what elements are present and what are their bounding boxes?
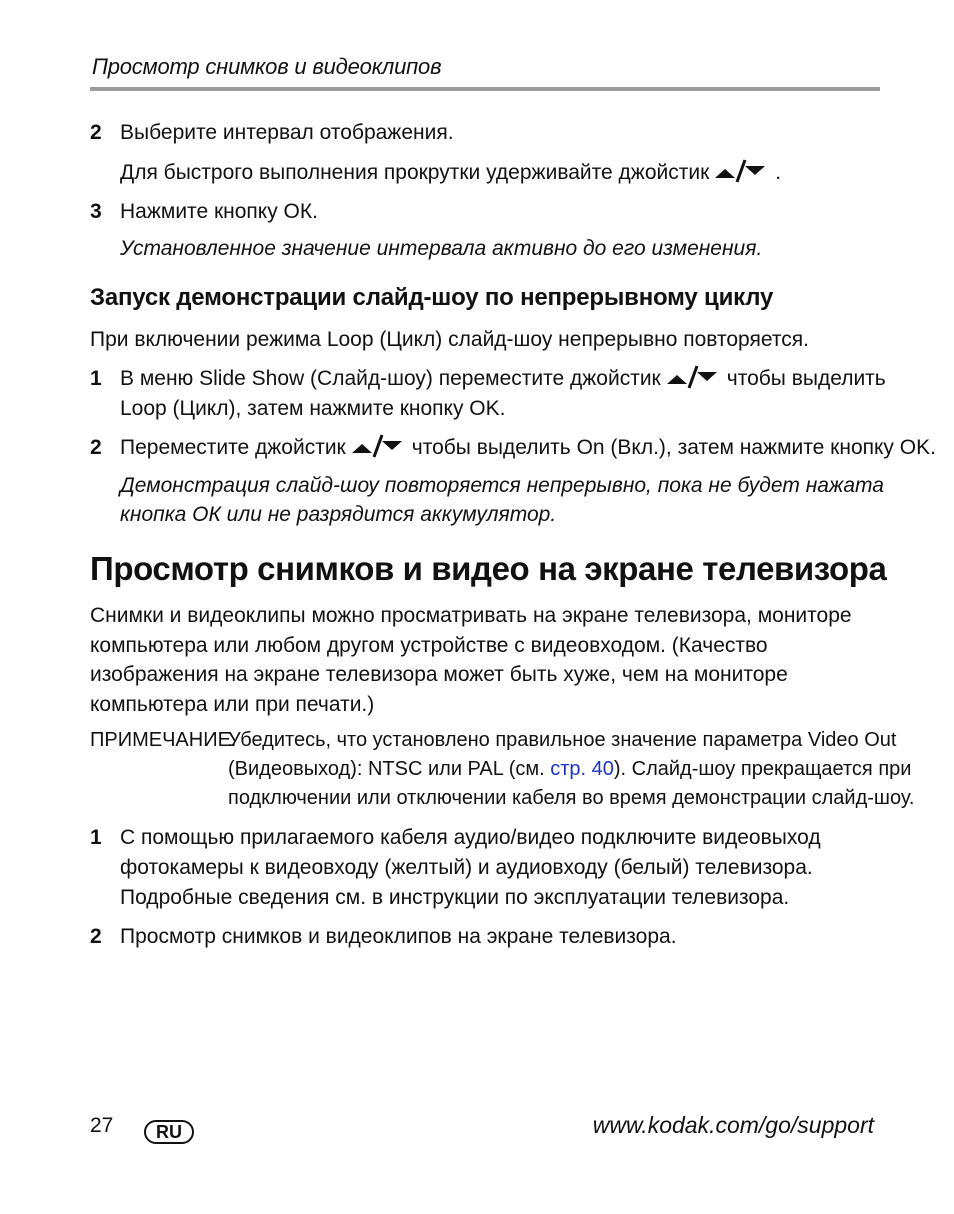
- tv-intro-line: компьютера или любом другом устройстве с видеовходом. (Качество: [90, 633, 768, 657]
- scroll-hint-text: Для быстрого выполнения прокрутки удерживайте джойстик: [120, 161, 710, 184]
- loop-intro: При включении режима Loop (Цикл) слайд-шоу непрерывно повторяется.: [90, 328, 809, 351]
- language-badge: RU: [144, 1120, 194, 1144]
- joystick-up-down-icon: [665, 364, 723, 390]
- tv-intro: [90, 601, 852, 719]
- scroll-hint: [120, 158, 781, 188]
- step-text: Нажмите кнопку ОК.: [120, 200, 318, 223]
- section-heading-loop: Запуск демонстрации слайд-шоу по непрерывному циклу: [90, 284, 774, 311]
- loop-result-line: кнопка ОК или не разрядится аккумулятор.: [120, 503, 557, 526]
- page-40-link[interactable]: стр. 40: [550, 758, 614, 780]
- note-label: ПРИМЕЧАНИЕ.: [90, 729, 237, 751]
- step-text-line: Подробные сведения см. в инструкции по эксплуатации телевизора.: [120, 886, 790, 909]
- note-line-1: Убедитесь, что установлено правильное значение параметра Video Out: [228, 729, 897, 751]
- joystick-up-down-icon: [350, 433, 408, 459]
- step-text-end: чтобы выделить On (Вкл.), затем нажмите кнопку OK.: [411, 436, 936, 459]
- tv-intro-line: Снимки и видеоклипы можно просматривать на экране телевизора, мониторе: [90, 604, 852, 627]
- joystick-up-down-icon: [713, 158, 771, 184]
- step-text: Выберите интервал отображения.: [120, 121, 454, 144]
- loop-result-line: Демонстрация слайд-шоу повторяется непрерывно, пока не будет нажата: [120, 474, 884, 497]
- support-website[interactable]: www.kodak.com/go/support: [592, 1112, 874, 1138]
- page-number: 27: [90, 1114, 114, 1137]
- running-head: Просмотр снимков и видеоклипов: [92, 54, 442, 79]
- step-text-start: Переместите джойстик: [120, 436, 346, 459]
- note-line-2-start: (Видеовыход): NTSC или PAL (см.: [228, 758, 551, 780]
- step-number: 2: [90, 925, 102, 948]
- step-text-line: фотокамеры к видеовходу (желтый) и аудиовходу (белый) телевизора.: [120, 856, 813, 879]
- step-number: 2: [90, 121, 102, 144]
- step-3-result: Установленное значение интервала активно до его изменения.: [120, 237, 763, 260]
- step-text: [120, 823, 821, 913]
- note-line-2-end: ). Слайд-шоу прекращается при: [613, 758, 912, 780]
- loop-step-1-line-2: Loop (Цикл), затем нажмите кнопку OK.: [120, 397, 506, 420]
- step-text: Просмотр снимков и видеоклипов на экране телевизора.: [120, 925, 677, 948]
- step-number: 1: [90, 367, 102, 390]
- step-text-line-1-end: чтобы выделить: [726, 367, 886, 390]
- step-number: 1: [90, 826, 102, 849]
- section-heading-tv: Просмотр снимков и видео на экране телевизора: [90, 550, 887, 587]
- step-text-line: С помощью прилагаемого кабеля аудио/видео подключите видеовыход: [120, 826, 821, 849]
- loop-result: [120, 471, 884, 529]
- note-line-2: [228, 755, 914, 784]
- header-rule: [90, 87, 880, 91]
- step-text: [120, 364, 886, 394]
- step-number: 3: [90, 200, 102, 223]
- step-number: 2: [90, 436, 102, 459]
- step-text-line-1-start: В меню Slide Show (Слайд-шоу) переместите джойстик: [120, 367, 661, 390]
- tv-intro-line: компьютера или при печати.): [90, 692, 375, 716]
- step-text: [120, 433, 936, 463]
- note-line-3: подключении или отключении кабеля во время демонстрации слайд-шоу.: [228, 787, 915, 809]
- note-body: [228, 726, 914, 813]
- tv-intro-line: изображения на экране телевизора может быть хуже, чем на мониторе: [90, 663, 788, 686]
- scroll-hint-end: .: [775, 161, 782, 184]
